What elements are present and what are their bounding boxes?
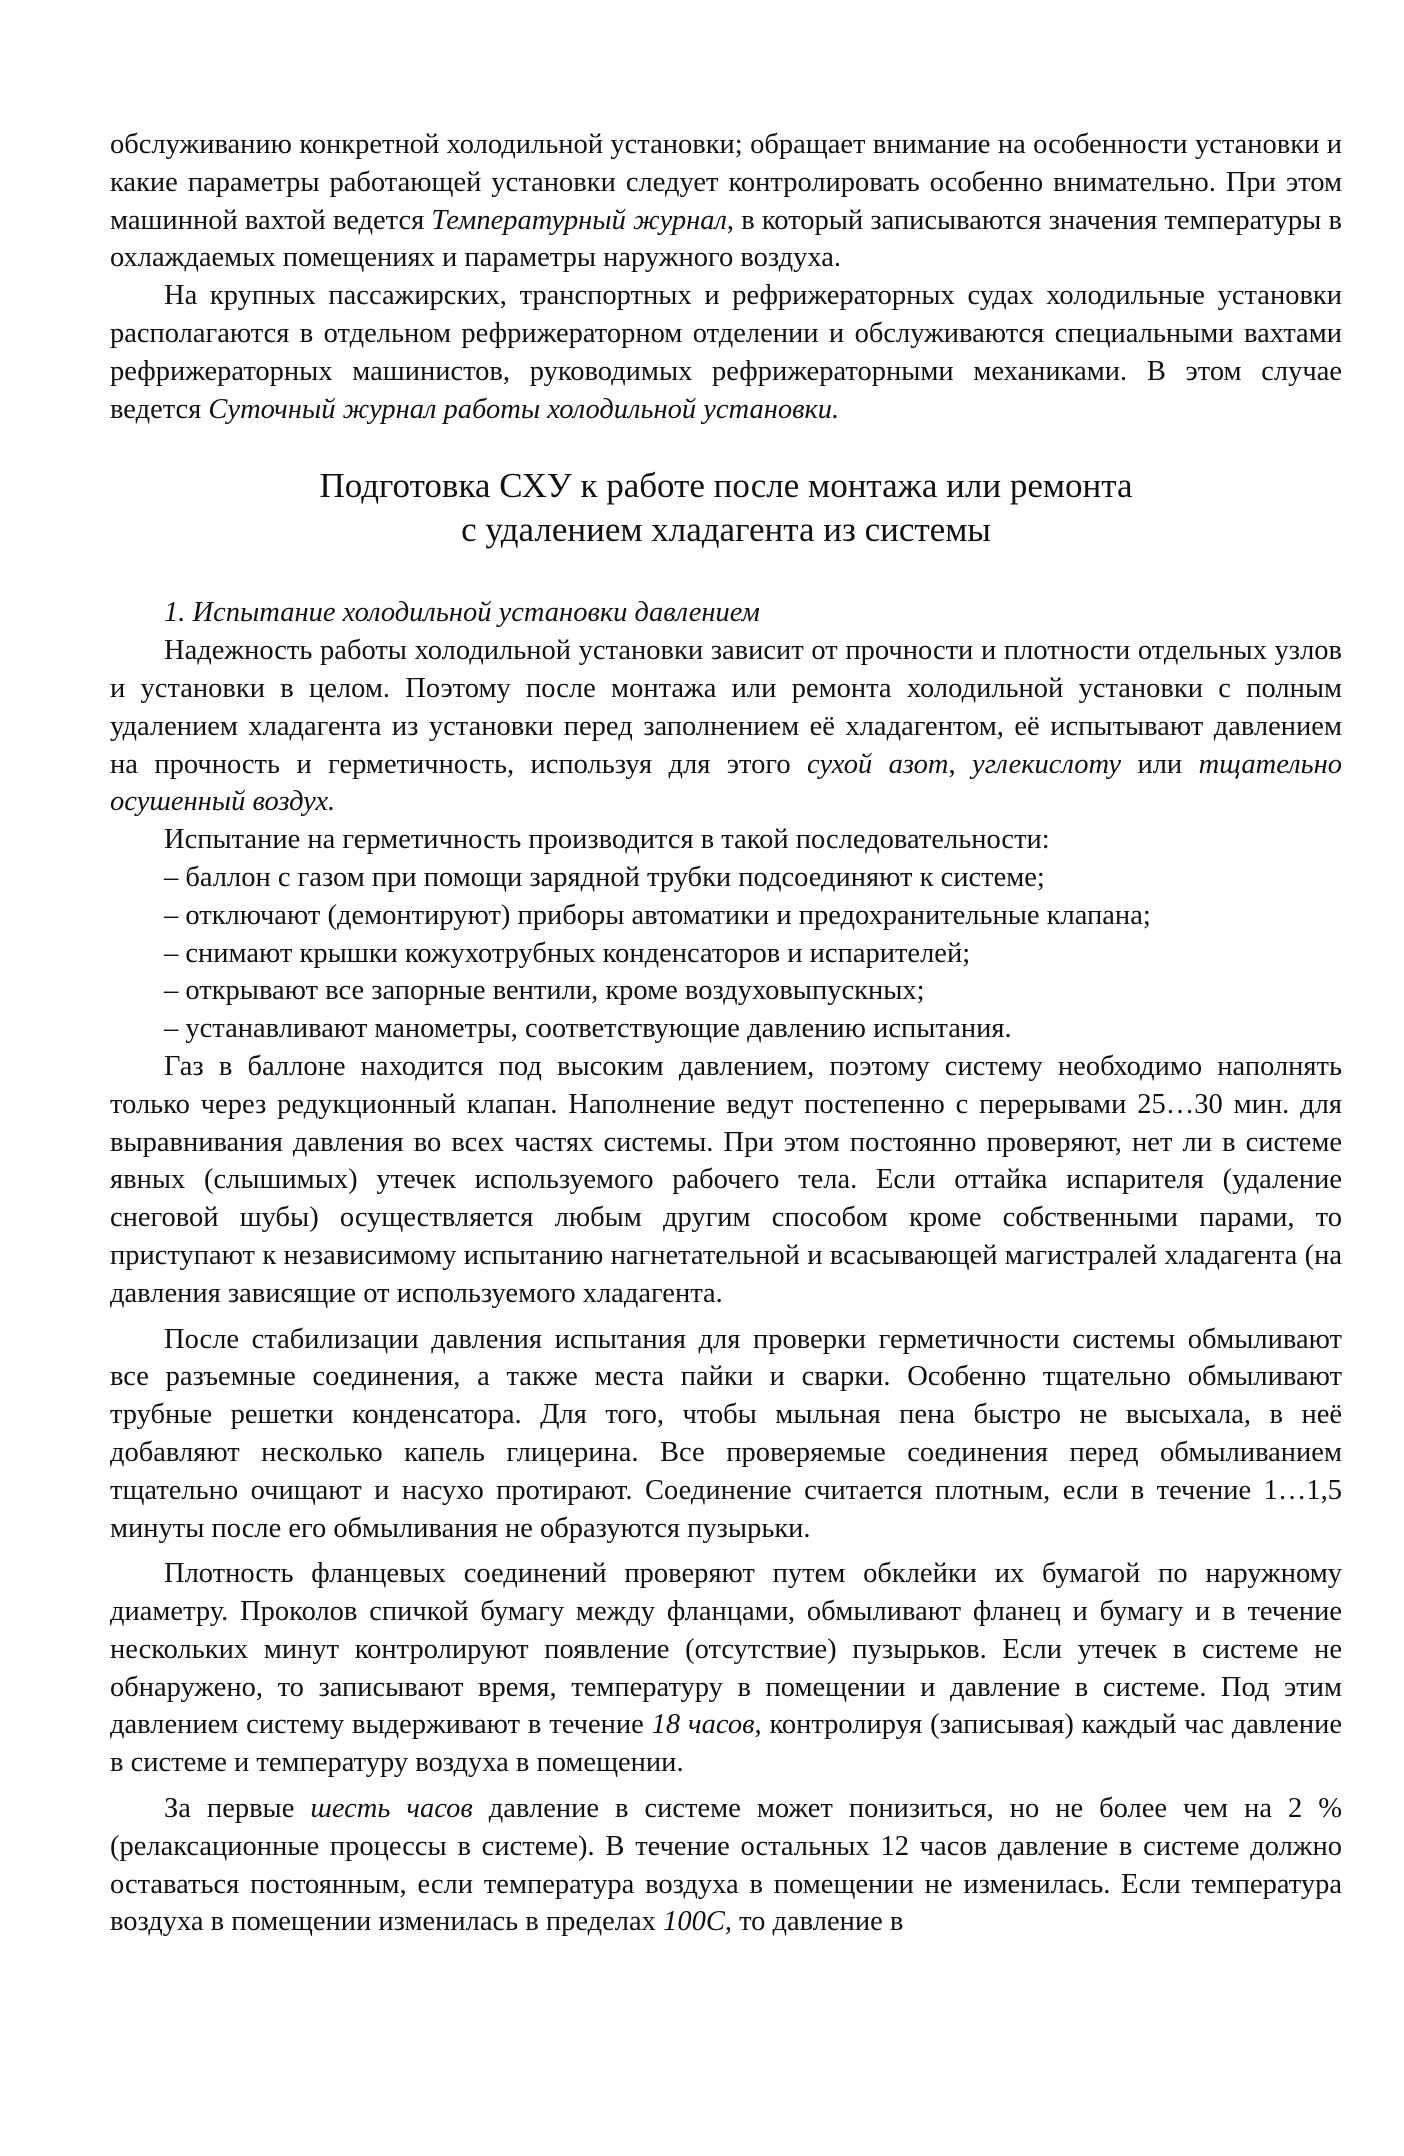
paragraph-text: давление в системе может понизиться, но не более чем на 2 % (релаксационные процессы в системе). В течение остальных 12 часов давление в системе должно оставаться постоянным, если температура воздуха в помещении не изменилась. Если температура воздуха в помещении изменилась в пределах <box>110 1793 1342 1938</box>
emphasis-18-hours: 18 часов <box>651 1709 755 1741</box>
heading-line-1: Подготовка СХУ к работе после монтажа или ремонта <box>319 466 1133 506</box>
paragraph-text: Плотность фланцевых соединений проверяют путем обклейки их бумагой по наружному диаметру. Проколов спичкой бумагу между фланцами, обмыливают фланец и бумагу и в течение нескольких минут контролируют появление (отсутствие) пузырьков. Если утечек в системе не обнаружено, то записывают время, температуру в помещении и давление в системе. Под этим давлением систему выдерживают в течение <box>110 1558 1342 1741</box>
emphasis-six-hours: шесть часов <box>310 1793 473 1825</box>
emphasis-carbon-dioxide: углекислоту <box>972 748 1122 780</box>
paragraph-text: , контролируя (записывая) каждый час давление в системе и температуру воздуха в помещении. <box>110 1709 1342 1779</box>
emphasis-daily-journal: Суточный журнал работы холодильной установки. <box>208 393 840 425</box>
list-item: – отключают (демонтируют) приборы автоматики и предохранительные клапана; <box>164 899 1151 931</box>
paragraph-pressure-drop <box>110 1790 1342 1941</box>
paragraph-gas-filling: Газ в баллоне находится под высоким давлением, поэтому систему необходимо наполнять только через редукционный клапан. Наполнение ведут постепенно с перерывами 25…30 мин. для выравнивания давления во всех частях системы. При этом постоянно проверяют, нет ли в системе явных (слышимых) утечек используемого рабочего тела. Если оттайка испарителя (удаление снеговой шубы) осуществляется любым другим способом кроме собственными парами, то приступают к независимому испытанию нагнетательной и всасывающей магистралей хладагента (на давления зависящие от используемого хладагента. <box>110 1050 1342 1309</box>
paragraph-text: Надежность работы холодильной установки зависит от прочности и плотности отдельных узлов и установки в целом. Поэтому после монтажа или ремонта холодильной установки с полным удалением хладагента из установки перед заполнением её хладагентом, её испытывают давлением на прочность и герметичность, используя для этого <box>110 635 1342 780</box>
paragraph-test-sequence: Испытание на герметичность производится в такой последовательности: <box>164 824 1050 856</box>
page-content <box>110 126 1342 1941</box>
emphasis-dry-nitrogen: сухой азот <box>807 748 949 780</box>
emphasis-dried-air: тщательно осушенный воздух. <box>110 748 1342 818</box>
section-heading <box>110 464 1342 552</box>
list-item: – снимают крышки кожухотрубных конденсаторов и испарителей; <box>164 937 971 969</box>
paragraph-text: обслуживанию конкретной холодильной установки; обращает внимание на особенности установки и какие параметры работающей установки следует контролировать особенно внимательно. При этом машинной вахтой ведется <box>110 129 1342 236</box>
heading-line-2: с удалением хладагента из системы <box>461 510 991 550</box>
paragraph-text: За первые <box>164 1793 311 1825</box>
list-item: – устанавливают манометры, соответствующие давлению испытания. <box>164 1013 1012 1045</box>
paragraph-text: , то давление в <box>724 1906 904 1938</box>
subsection-title: 1. Испытание холодильной установки давлением <box>164 597 760 629</box>
paragraph-text: или <box>1121 748 1199 780</box>
paragraph-text: На крупных пассажирских, транспортных и рефрижераторных судах холодильные установки располагаются в отдельном рефрижераторном отделении и обслуживаются специальными вахтами рефрижераторных машинистов, руководимых рефрижераторными механиками. В этом случае ведется <box>110 280 1342 425</box>
emphasis-temperature-limit: 100С <box>663 1906 725 1938</box>
paragraph-journal-intro <box>110 126 1342 277</box>
paragraph-soaping: После стабилизации давления испытания для проверки герметичности системы обмыливают все разъемные соединения, а также места пайки и сварки. Особенно тщательно обмыливают трубные решетки конденсатора. Для того, чтобы мыльная пена быстро не высыхала, в неё добавляют несколько капель глицерина. Все проверяемые соединения перед обмыливанием тщательно очищают и насухо протирают. Соединение считается плотным, если в течение 1…1,5 минуты после его обмыливания не образуются пузырьки. <box>110 1323 1342 1544</box>
paragraph-text: , в который записываются значения температуры в охлаждаемых помещениях и параметры наружного воздуха. <box>110 204 1342 274</box>
list-item: – открывают все запорные вентили, кроме воздуховыпускных; <box>164 975 925 1007</box>
paragraph-reliability <box>110 632 1342 821</box>
list-item: – баллон с газом при помощи зарядной трубки подсоединяют к системе; <box>164 861 1045 893</box>
emphasis-temperature-journal: Температурный журнал <box>431 204 727 236</box>
paragraph-large-vessels <box>110 277 1342 428</box>
paragraph-text: , <box>948 748 973 780</box>
paragraph-flange-check <box>110 1555 1342 1782</box>
